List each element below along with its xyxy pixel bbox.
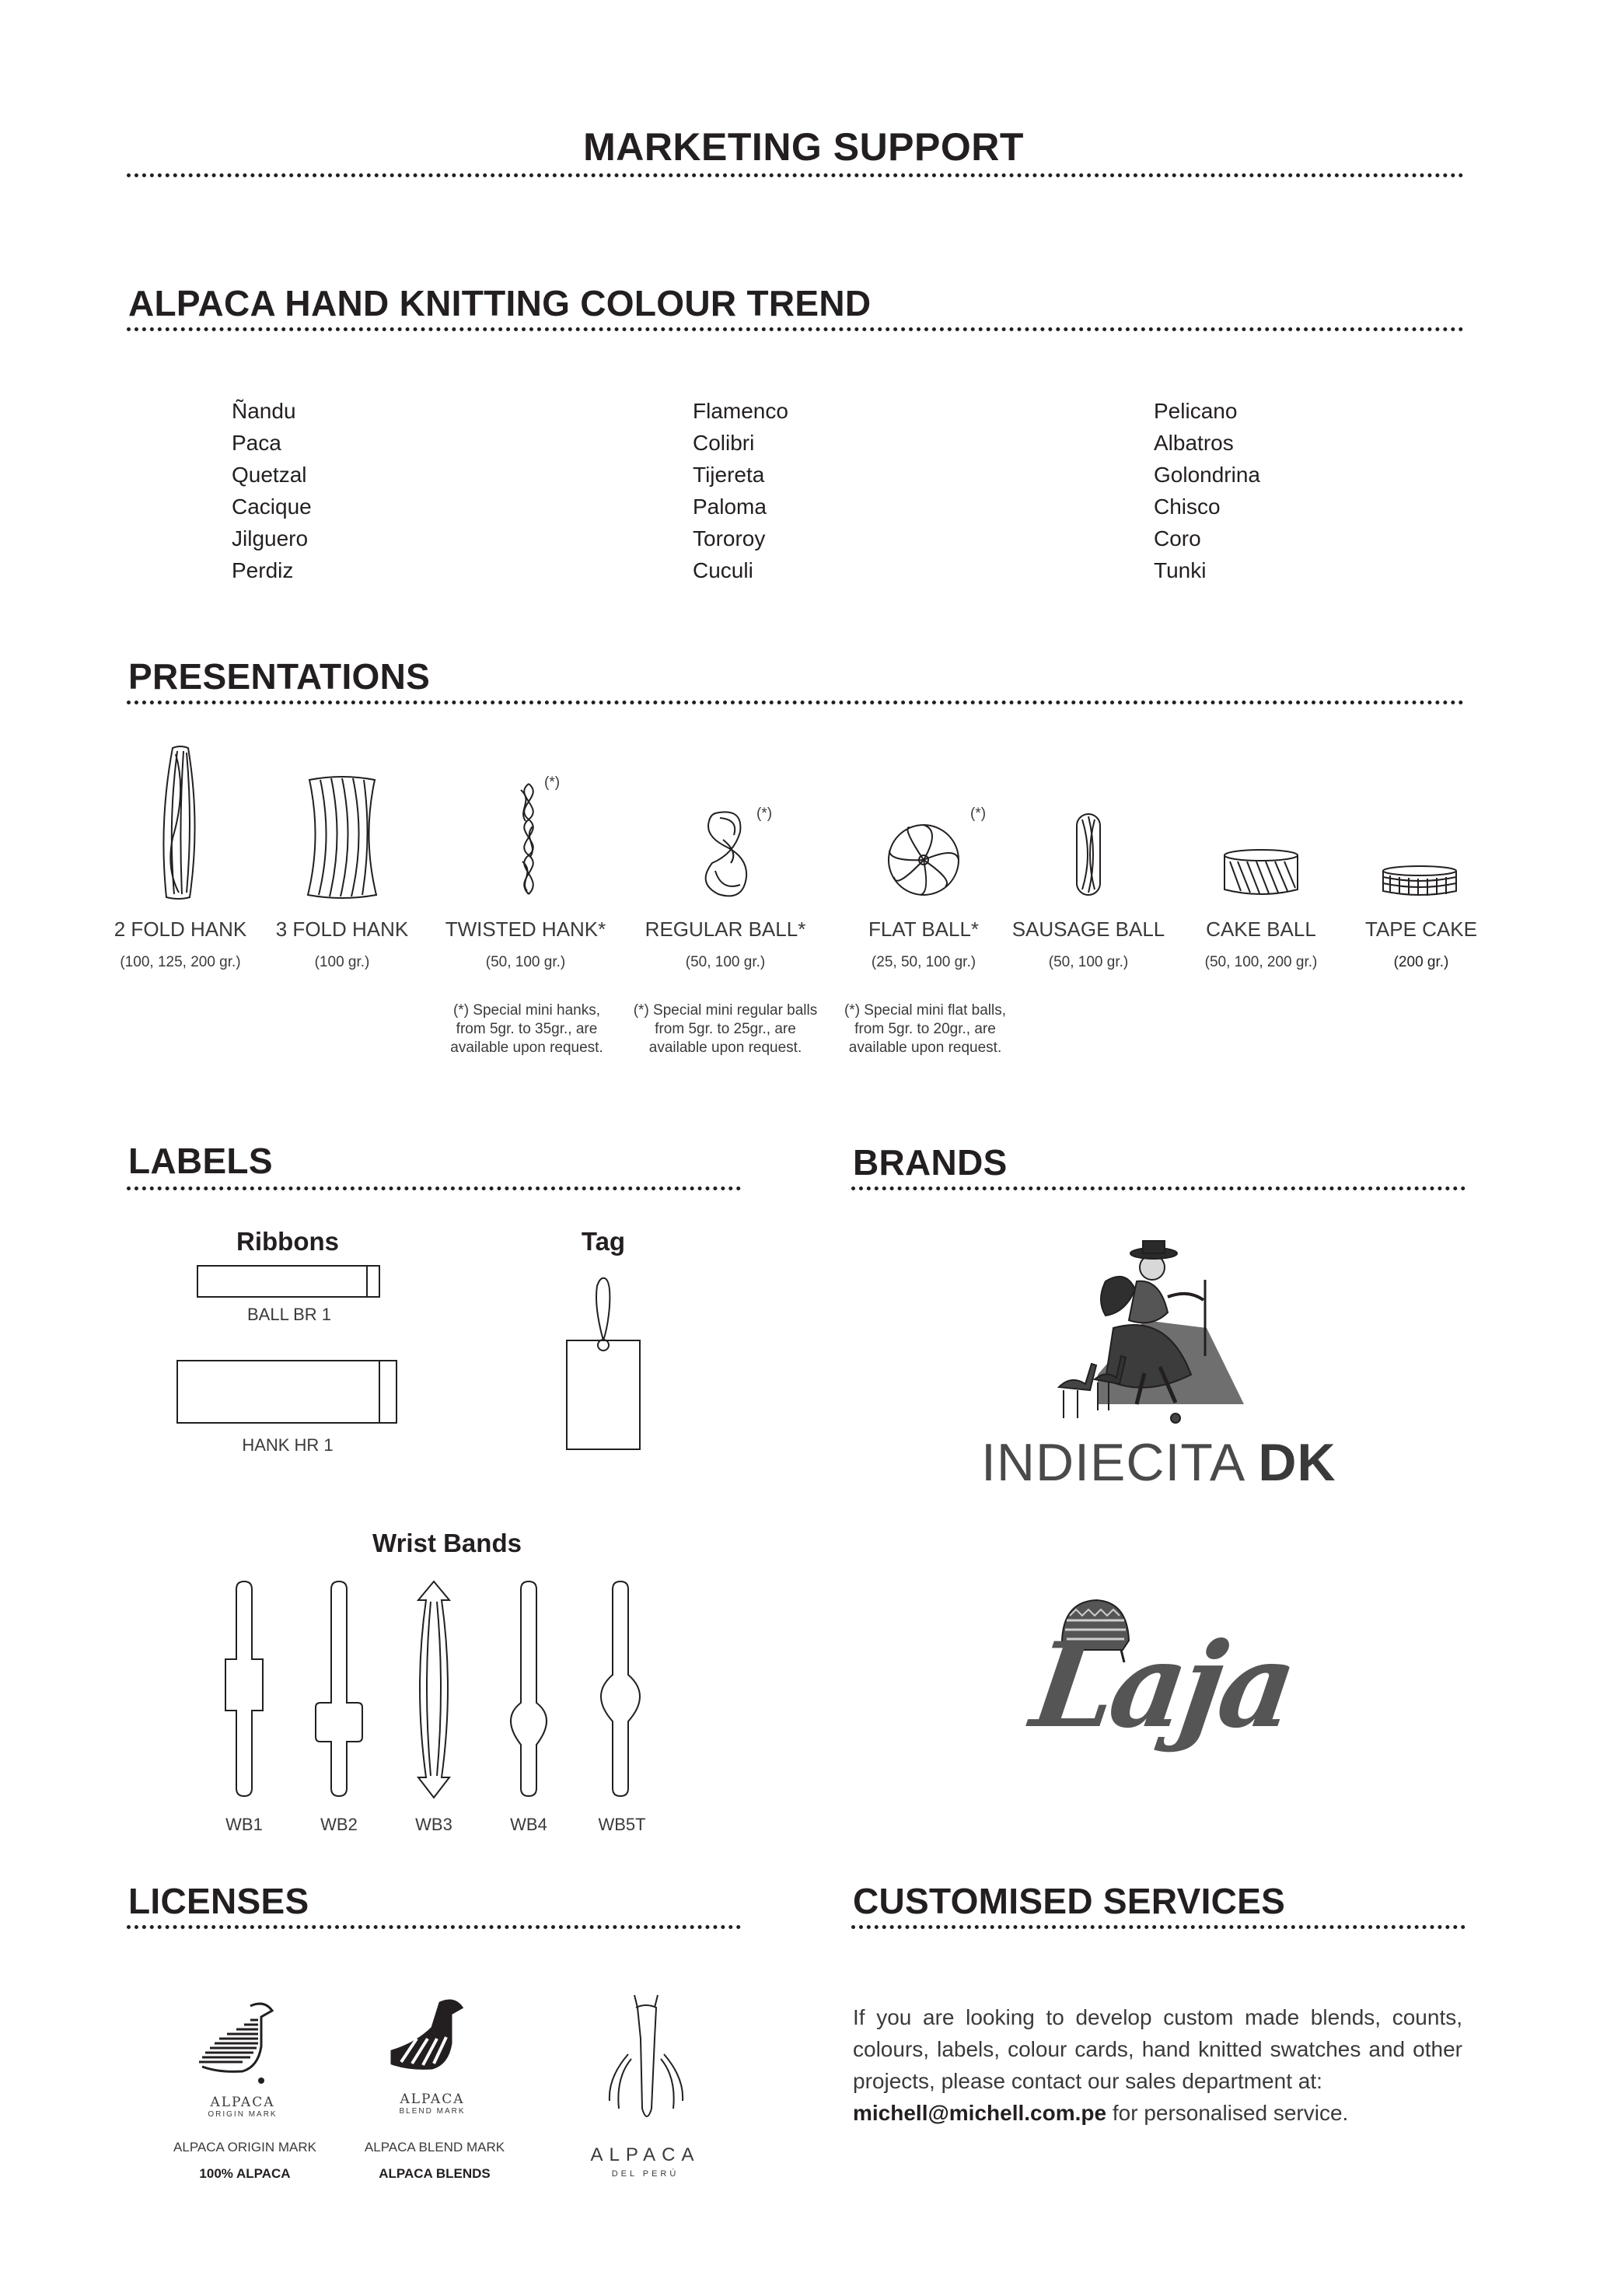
ribbons-heading: Ribbons	[236, 1227, 339, 1256]
licenses-divider	[127, 1925, 741, 1929]
colour-name: Cacique	[232, 494, 312, 519]
colour-name: Paca	[232, 431, 281, 455]
blend-mark-bold: ALPACA BLENDS	[379, 2166, 491, 2181]
wrist-band-label: WB2	[320, 1815, 358, 1834]
product-weight: (50, 100 gr.)	[485, 954, 566, 970]
wrist-band-wb1	[225, 1581, 263, 1796]
product-name: REGULAR BALL*	[645, 917, 806, 941]
colour-name: Tijereta	[693, 463, 765, 487]
alpaca-origin-mark-icon	[196, 2000, 289, 2093]
labels-divider	[127, 1186, 741, 1190]
colour-name: Chisco	[1154, 494, 1221, 519]
cake-ball-icon	[1222, 847, 1300, 897]
product-weight: (25, 50, 100 gr.)	[871, 954, 976, 970]
presentations-heading: PRESENTATIONS	[128, 656, 431, 697]
product-name: CAKE BALL	[1206, 917, 1316, 941]
wrist-bands-icon	[215, 1578, 650, 1804]
wrist-band-label: WB1	[225, 1815, 263, 1834]
colour-name: Perdiz	[232, 558, 294, 582]
customised-services-text	[853, 2001, 1462, 2129]
product-weight: (50, 100 gr.)	[1048, 954, 1129, 970]
ribbon-hank-label: HANK HR 1	[242, 1435, 334, 1455]
blend-mark-name: ALPACA	[400, 2092, 465, 2107]
services-suffix: for personalised service.	[1106, 2101, 1349, 2125]
origin-mark-label: ALPACA ORIGIN MARK	[173, 2140, 316, 2154]
colour-trend-divider	[127, 327, 1464, 331]
product-weight: (100 gr.)	[314, 954, 370, 970]
colour-name: Coro	[1154, 526, 1201, 550]
customised-services-divider	[851, 1925, 1466, 1929]
colour-trend-heading: ALPACA HAND KNITTING COLOUR TREND	[128, 283, 872, 323]
ribbon-ball-icon	[196, 1264, 383, 1298]
wrist-bands-heading: Wrist Bands	[372, 1529, 522, 1557]
indiecita-logo-bold: DK	[1258, 1433, 1336, 1492]
title-divider	[127, 173, 1464, 177]
three-fold-hank-icon	[302, 775, 383, 900]
indiecita-dk-logo	[981, 1432, 1336, 1493]
flat-ball-icon	[886, 823, 961, 897]
product-name: TWISTED HANK*	[445, 917, 606, 941]
colour-name: Colibri	[693, 431, 755, 455]
alpaca-del-peru-name: ALPACA	[590, 2144, 700, 2165]
sausage-ball-icon	[1074, 812, 1102, 897]
colour-name: Jilguero	[232, 526, 309, 550]
alpaca-del-peru-sub: DEL PERÚ	[611, 2169, 679, 2179]
colour-name: Paloma	[693, 494, 767, 519]
tag-heading: Tag	[581, 1227, 626, 1256]
regular-ball-icon	[700, 809, 756, 899]
page-title: MARKETING SUPPORT	[583, 125, 1024, 169]
origin-mark-sub: ORIGIN MARK	[208, 2110, 278, 2119]
labels-heading: LABELS	[128, 1141, 273, 1181]
colour-name: Pelicano	[1154, 399, 1238, 423]
twisted-hank-asterisk: (*)	[544, 774, 561, 791]
flat-ball-asterisk: (*)	[970, 806, 987, 822]
wrist-band-label: WB3	[415, 1815, 452, 1834]
tag-icon	[564, 1275, 642, 1451]
blend-mark-label: ALPACA BLEND MARK	[364, 2140, 505, 2154]
mini-hank-note: (*) Special mini hanks, from 5gr. to 35gr., are available upon request.	[450, 1002, 603, 1056]
colour-name: Albatros	[1154, 431, 1234, 455]
twisted-hank-icon	[510, 781, 547, 897]
colour-column-2	[693, 395, 788, 586]
tape-cake-icon	[1381, 865, 1459, 897]
alpaca-del-peru-icon	[603, 1992, 689, 2132]
colour-name: Golondrina	[1154, 463, 1260, 487]
product-weight: (50, 100 gr.)	[685, 954, 766, 970]
wrist-band-label: WB5T	[598, 1815, 646, 1834]
colour-name: Quetzal	[232, 463, 307, 487]
product-name: TAPE CAKE	[1364, 917, 1477, 941]
services-description: If you are looking to develop custom made blends, counts, colours, labels, colour cards, hand knitted swatches and other projects, please contact our sales department at:	[853, 2005, 1462, 2093]
customised-services-heading: CUSTOMISED SERVICES	[853, 1881, 1286, 1921]
product-name: SAUSAGE BALL	[1011, 917, 1165, 941]
blend-mark-sub: BLEND MARK	[399, 2107, 466, 2116]
ribbon-ball-label: BALL BR 1	[246, 1305, 332, 1324]
mini-ball-note: (*) Special mini regular balls from 5gr. to 25gr., are available upon request.	[633, 1002, 818, 1056]
indiecita-logo-light: INDIECITA	[981, 1433, 1259, 1492]
licenses-heading: LICENSES	[128, 1881, 309, 1921]
product-weight: (100, 125, 200 gr.)	[120, 954, 241, 970]
origin-mark-name: ALPACA	[210, 2095, 275, 2110]
product-weight: (50, 100, 200 gr.)	[1204, 954, 1318, 970]
colour-name: Flamenco	[693, 399, 788, 423]
product-name: 2 FOLD HANK	[114, 917, 247, 941]
product-weight: (200 gr.)	[1393, 954, 1449, 970]
ribbon-hank-icon	[176, 1359, 400, 1424]
colour-column-1	[232, 395, 312, 586]
origin-mark-bold: 100% ALPACA	[199, 2166, 291, 2181]
colour-name: Tunki	[1154, 558, 1207, 582]
indiecita-woman-illustration-icon	[1051, 1235, 1245, 1429]
two-fold-hank-icon	[155, 745, 205, 900]
colour-column-3	[1154, 395, 1260, 586]
mini-flat-ball-note: (*) Special mini flat balls, from 5gr. to 20gr., are available upon request.	[844, 1002, 1007, 1056]
laja-logo: Laja	[1024, 1617, 1301, 1754]
presentations-divider	[127, 701, 1464, 704]
product-name: 3 FOLD HANK	[275, 917, 409, 941]
regular-ball-asterisk: (*)	[756, 806, 773, 822]
product-name: FLAT BALL*	[868, 917, 980, 941]
sales-email-link[interactable]: michell@michell.com.pe	[853, 2101, 1107, 2125]
alpaca-blend-mark-icon	[386, 1997, 479, 2090]
colour-name: Cuculi	[693, 558, 753, 582]
brands-divider	[851, 1186, 1466, 1190]
colour-name: Ñandu	[232, 399, 296, 423]
colour-name: Tororoy	[693, 526, 766, 550]
wrist-band-label: WB4	[510, 1815, 547, 1834]
brands-heading: BRANDS	[853, 1142, 1008, 1183]
